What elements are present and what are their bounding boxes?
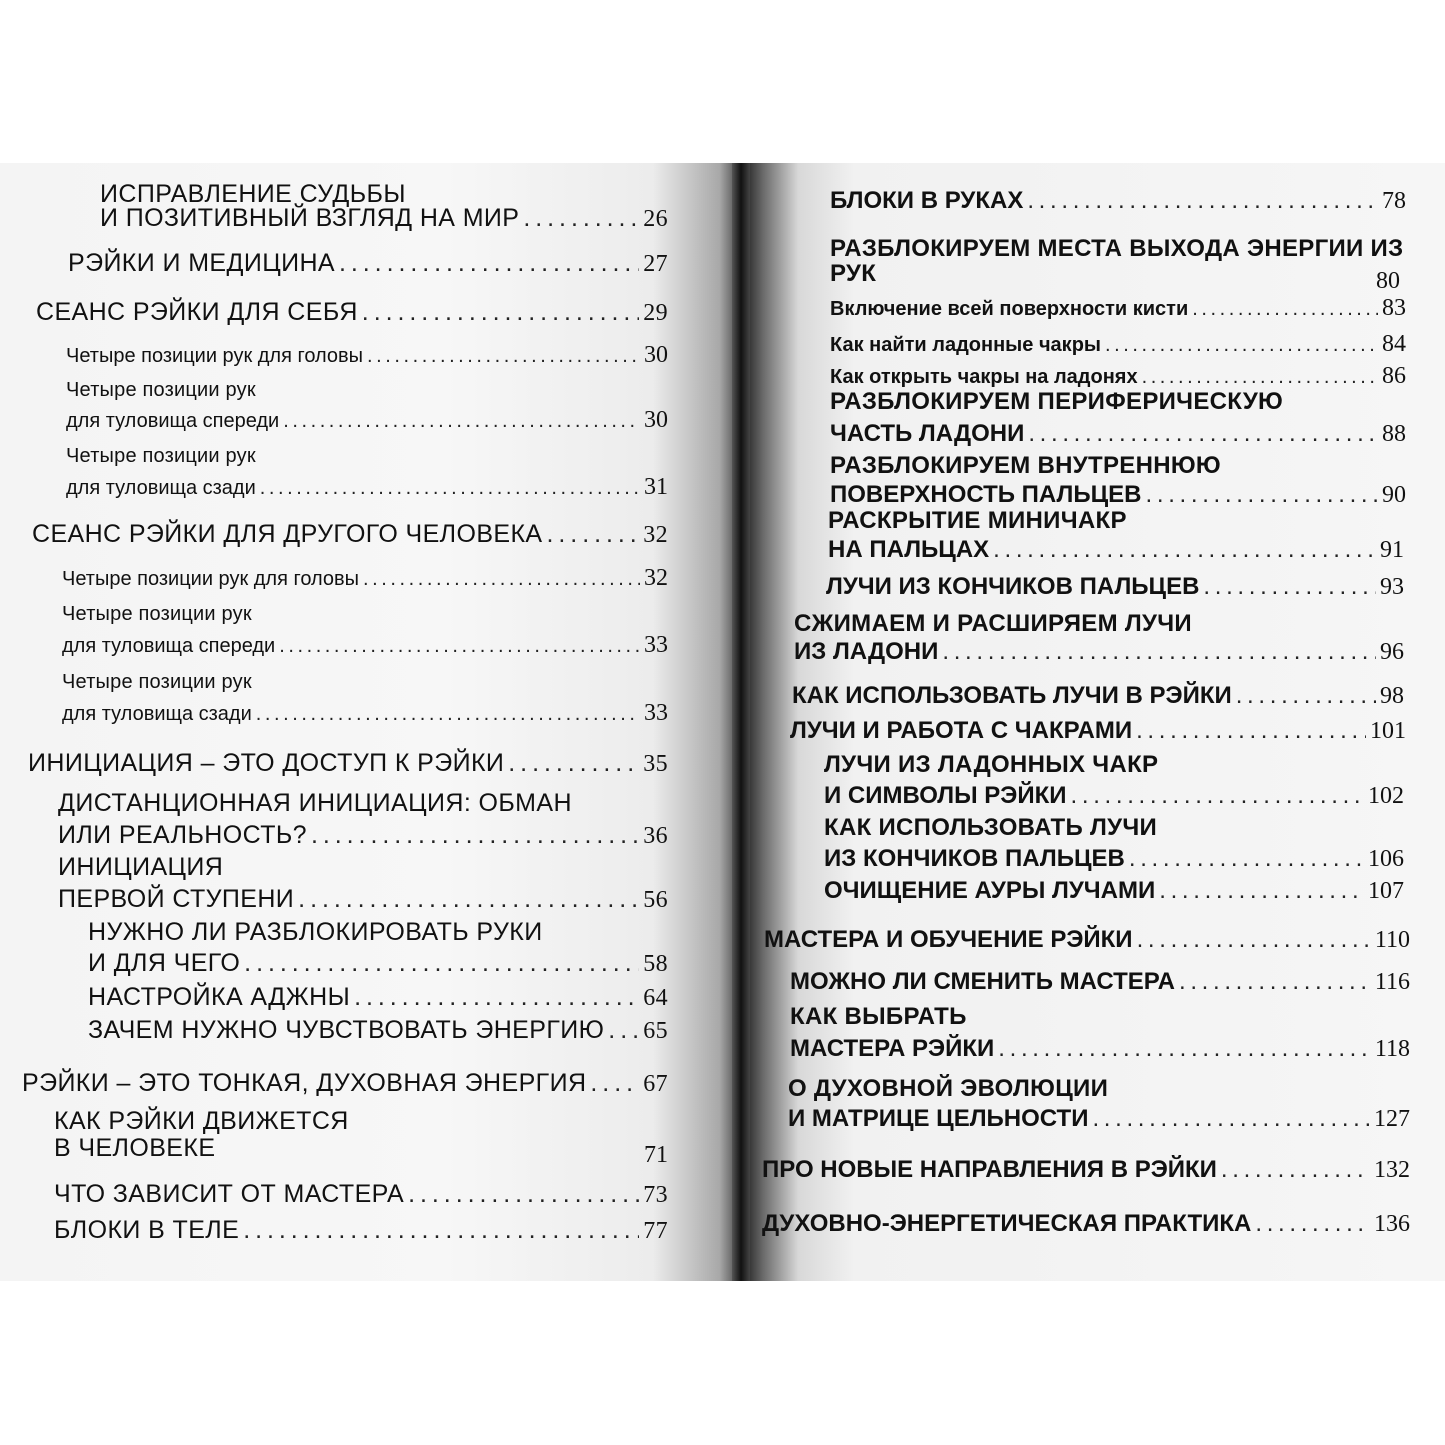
toc-entry-title: ЧАСТЬ ЛАДОНИ (830, 420, 1025, 447)
toc-entry-title: ДУХОВНО-ЭНЕРГЕТИЧЕСКАЯ ПРАКТИКА (762, 1210, 1252, 1237)
dot-leader (590, 1069, 639, 1097)
toc-page-number: 102 (1368, 783, 1404, 809)
toc-page-number: 58 (643, 951, 668, 977)
dot-leader (1146, 481, 1378, 509)
toc-entry-title: ЛУЧИ ИЗ КОНЧИКОВ ПАЛЬЦЕВ (826, 573, 1200, 600)
dot-leader (1105, 331, 1378, 359)
toc-entry (66, 473, 668, 501)
dot-leader (367, 342, 640, 370)
toc-entry-title: БЛОКИ В ТЕЛЕ (54, 1216, 240, 1244)
toc-entry (28, 749, 668, 777)
toc-entry-title: НАСТРОЙКА АДЖНЫ (88, 983, 351, 1011)
toc-page-number: 78 (1382, 188, 1406, 214)
dot-leader (1179, 968, 1371, 996)
toc-entry-title: ИЗ КОНЧИКОВ ПАЛЬЦЕВ (824, 845, 1125, 872)
toc-entry-line: Четыре позиции рук (66, 445, 256, 467)
dot-leader (256, 700, 640, 728)
toc-page-number: 96 (1380, 639, 1404, 665)
toc-entry (66, 341, 668, 369)
toc-entry-line: РАСКРЫТИЕ МИНИЧАКР (828, 507, 1127, 534)
toc-entry-line: КАК ВЫБРАТЬ (790, 1003, 967, 1030)
toc-page-number: 116 (1374, 969, 1410, 995)
toc-page-number: 88 (1382, 421, 1406, 447)
toc-page-number: 32 (644, 565, 668, 591)
toc-page-number: 65 (643, 1018, 668, 1044)
toc-entry-line: ДИСТАНЦИОННАЯ ИНИЦИАЦИЯ: ОБМАН (58, 789, 572, 817)
toc-entry (36, 298, 668, 326)
toc-entry (830, 187, 1406, 215)
toc-entry-title: ЛУЧИ И РАБОТА С ЧАКРАМИ (790, 717, 1133, 744)
dot-leader (243, 1216, 639, 1244)
toc-entry (66, 406, 668, 434)
dot-leader (298, 885, 639, 913)
toc-page-number: 93 (1380, 574, 1404, 600)
toc-entry-line: КАК ИСПОЛЬЗОВАТЬ ЛУЧИ (824, 814, 1158, 841)
dot-leader (1236, 682, 1376, 710)
toc-entry (764, 926, 1410, 954)
toc-page-number: 110 (1374, 927, 1410, 953)
dot-leader (362, 298, 639, 326)
toc-entry (826, 573, 1404, 601)
toc-entry (830, 362, 1406, 390)
dot-leader (244, 949, 639, 977)
toc-page-number: 136 (1374, 1211, 1410, 1237)
toc-entry (790, 968, 1410, 996)
dot-leader (1142, 363, 1378, 391)
toc-entry (54, 1216, 668, 1244)
toc-entry-title: НА ПАЛЬЦАХ (828, 536, 990, 563)
toc-entry-title: ИЗ ЛАДОНИ (794, 638, 939, 665)
toc-page-number: 83 (1382, 295, 1406, 321)
dot-leader (942, 638, 1376, 666)
toc-entry-title: И СИМВОЛЫ РЭЙКИ (824, 782, 1067, 809)
toc-entry-line: Четыре позиции рук (62, 671, 252, 693)
toc-entry-line: РАЗБЛОКИРУЕМ МЕСТА ВЫХОДА ЭНЕРГИИ ИЗ (830, 235, 1404, 262)
toc-entry-title: ЧТО ЗАВИСИТ ОТ МАСТЕРА (54, 1180, 405, 1208)
toc-page-number: 84 (1382, 331, 1406, 357)
dot-leader (311, 821, 639, 849)
toc-entry-line: ИНИЦИАЦИЯ (58, 853, 224, 881)
dot-leader (1027, 187, 1378, 215)
toc-entry-title: ИЛИ РЕАЛЬНОСТЬ? (58, 821, 307, 849)
toc-page-number: 86 (1382, 363, 1406, 389)
toc-entry-line: О ДУХОВНОЙ ЭВОЛЮЦИИ (788, 1075, 1109, 1102)
toc-page-number: 106 (1368, 846, 1404, 872)
dot-leader (1028, 420, 1378, 448)
toc-page-number: 98 (1380, 683, 1404, 709)
toc-entry-title: МОЖНО ЛИ СМЕНИТЬ МАСТЕРА (790, 968, 1175, 995)
toc-entry (830, 481, 1406, 509)
toc-entry-title: Включение всей поверхности кисти (830, 298, 1189, 320)
dot-leader (508, 749, 639, 777)
toc-page-number: 33 (644, 700, 668, 726)
dot-leader (260, 474, 640, 502)
book-spread (0, 163, 1445, 1281)
dot-leader (1136, 717, 1366, 745)
toc-entry (62, 699, 668, 727)
toc-entry (830, 294, 1406, 322)
toc-entry-title: РЭЙКИ – ЭТО ТОНКАЯ, ДУХОВНАЯ ЭНЕРГИЯ (22, 1069, 587, 1097)
toc-page-number: 73 (643, 1182, 668, 1208)
toc-page-number: 30 (644, 342, 668, 368)
dot-leader (1221, 1156, 1370, 1184)
toc-entry (88, 1016, 668, 1044)
toc-entry-line: РАЗБЛОКИРУЕМ ВНУТРЕННЮЮ (830, 452, 1221, 479)
toc-entry-title: РЭЙКИ И МЕДИЦИНА (68, 249, 335, 277)
toc-entry (830, 330, 1406, 358)
toc-page-number: 27 (643, 251, 668, 277)
toc-entry (824, 877, 1404, 905)
toc-entry-title: для туловища спереди (62, 635, 276, 657)
toc-entry (58, 885, 668, 913)
dot-leader (523, 204, 639, 232)
toc-page-number: 64 (643, 985, 668, 1011)
toc-entry-line: Четыре позиции рук (66, 379, 256, 401)
toc-page-number: 118 (1374, 1036, 1410, 1062)
toc-entry (88, 949, 668, 977)
toc-entry-title: ПЕРВОЙ СТУПЕНИ (58, 885, 295, 913)
toc-entry (58, 821, 668, 849)
toc-entry (100, 204, 668, 232)
toc-entry-title: ЗАЧЕМ НУЖНО ЧУВСТВОВАТЬ ЭНЕРГИЮ (88, 1016, 605, 1044)
left-page (0, 163, 742, 1281)
toc-entry-title: КАК ИСПОЛЬЗОВАТЬ ЛУЧИ В РЭЙКИ (792, 682, 1232, 709)
toc-page-number: 26 (643, 206, 668, 232)
toc-entry (824, 845, 1404, 873)
toc-entry (830, 420, 1406, 448)
toc-entry-title: ОЧИЩЕНИЕ АУРЫ ЛУЧАМИ (824, 877, 1156, 904)
toc-entry-line: НУЖНО ЛИ РАЗБЛОКИРОВАТЬ РУКИ (88, 918, 543, 946)
dot-leader (1255, 1210, 1370, 1238)
dot-leader (1129, 845, 1364, 873)
toc-entry (788, 1105, 1410, 1133)
right-page (742, 163, 1445, 1281)
toc-entry-line: РАЗБЛОКИРУЕМ ПЕРИФЕРИЧЕСКУЮ (830, 388, 1284, 415)
dot-leader (1159, 877, 1364, 905)
toc-page-number: 127 (1374, 1106, 1410, 1132)
toc-entry (824, 782, 1404, 810)
toc-entry-line: В ЧЕЛОВЕКЕ (54, 1134, 216, 1162)
toc-entry (32, 520, 668, 548)
toc-entry (762, 1210, 1410, 1238)
dot-leader (339, 249, 639, 277)
dot-leader (1071, 782, 1364, 810)
toc-entry-line: ИСПРАВЛЕНИЕ СУДЬБЫ (100, 180, 406, 208)
toc-page-number: 31 (644, 474, 668, 500)
toc-page-number: 107 (1368, 878, 1404, 904)
dot-leader (1137, 926, 1371, 954)
toc-entry (762, 1156, 1410, 1184)
toc-entry (68, 249, 668, 277)
toc-page-number: 77 (643, 1218, 668, 1244)
dot-leader (1192, 295, 1378, 323)
toc-entry-title: ИНИЦИАЦИЯ – ЭТО ДОСТУП К РЭЙКИ (28, 749, 505, 777)
toc-page-number: 67 (643, 1071, 668, 1097)
toc-entry-title: СЕАНС РЭЙКИ ДЛЯ СЕБЯ (36, 298, 358, 326)
toc-entry (792, 682, 1404, 710)
toc-entry-line: СЖИМАЕМ И РАСШИРЯЕМ ЛУЧИ (794, 610, 1192, 637)
dot-leader (608, 1016, 639, 1044)
dot-leader (1203, 573, 1376, 601)
toc-entry-line: РУК (830, 260, 877, 287)
toc-entry-line: КАК РЭЙКИ ДВИЖЕТСЯ (54, 1107, 349, 1135)
toc-entry (62, 631, 668, 659)
toc-page-number: 35 (643, 751, 668, 777)
toc-page-number: 33 (644, 632, 668, 658)
book-gutter (732, 163, 750, 1281)
toc-entry (790, 717, 1406, 745)
toc-entry-line: ЛУЧИ ИЗ ЛАДОННЫХ ЧАКР (824, 751, 1159, 778)
toc-page-number: 30 (644, 407, 668, 433)
toc-entry (54, 1180, 668, 1208)
toc-entry-title: БЛОКИ В РУКАХ (830, 187, 1024, 214)
toc-entry-title: МАСТЕРА И ОБУЧЕНИЕ РЭЙКИ (764, 926, 1133, 953)
toc-entry-title: для туловища сзади (66, 477, 256, 499)
dot-leader (993, 536, 1376, 564)
toc-page-number: 80 (1376, 268, 1400, 294)
toc-entry-title: Четыре позиции рук для головы (62, 568, 360, 590)
toc-entry-title: СЕАНС РЭЙКИ ДЛЯ ДРУГОГО ЧЕЛОВЕКА (32, 520, 543, 548)
toc-entry-title: ПОВЕРХНОСТЬ ПАЛЬЦЕВ (830, 481, 1142, 508)
dot-leader (998, 1035, 1371, 1063)
dot-leader (354, 983, 639, 1011)
toc-entry-title: И ПОЗИТИВНЫЙ ВЗГЛЯД НА МИР (100, 204, 520, 232)
dot-leader (279, 632, 640, 660)
toc-page-number: 56 (643, 887, 668, 913)
toc-entry-title: И ДЛЯ ЧЕГО (88, 949, 241, 977)
toc-entry-title: МАСТЕРА РЭЙКИ (790, 1035, 995, 1062)
toc-page-number: 101 (1370, 718, 1406, 744)
toc-entry-title: ПРО НОВЫЕ НАПРАВЛЕНИЯ В РЭЙКИ (762, 1156, 1217, 1183)
toc-entry-title: Четыре позиции рук для головы (66, 345, 364, 367)
toc-entry (828, 536, 1404, 564)
toc-page-number: 90 (1382, 482, 1406, 508)
toc-entry (62, 564, 668, 592)
toc-entry-line: Четыре позиции рук (62, 603, 252, 625)
toc-entry (88, 983, 668, 1011)
toc-entry (22, 1069, 668, 1097)
toc-entry (790, 1035, 1410, 1063)
toc-entry-title: для туловища спереди (66, 410, 280, 432)
toc-page-number: 71 (644, 1142, 668, 1168)
toc-page-number: 36 (643, 823, 668, 849)
dot-leader (363, 565, 640, 593)
toc-entry-title: И МАТРИЦЕ ЦЕЛЬНОСТИ (788, 1105, 1089, 1132)
toc-page-number: 91 (1380, 537, 1404, 563)
toc-entry-title: для туловища сзади (62, 703, 252, 725)
toc-entry-title: Как найти ладонные чакры (830, 334, 1101, 356)
toc-entry (794, 638, 1404, 666)
toc-entry-title: Как открыть чакры на ладонях (830, 366, 1138, 388)
dot-leader (408, 1180, 639, 1208)
toc-page-number: 32 (643, 522, 668, 548)
toc-page-number: 132 (1374, 1157, 1410, 1183)
toc-page-number: 29 (643, 300, 668, 326)
dot-leader (283, 407, 640, 435)
dot-leader (1092, 1105, 1370, 1133)
dot-leader (547, 520, 640, 548)
